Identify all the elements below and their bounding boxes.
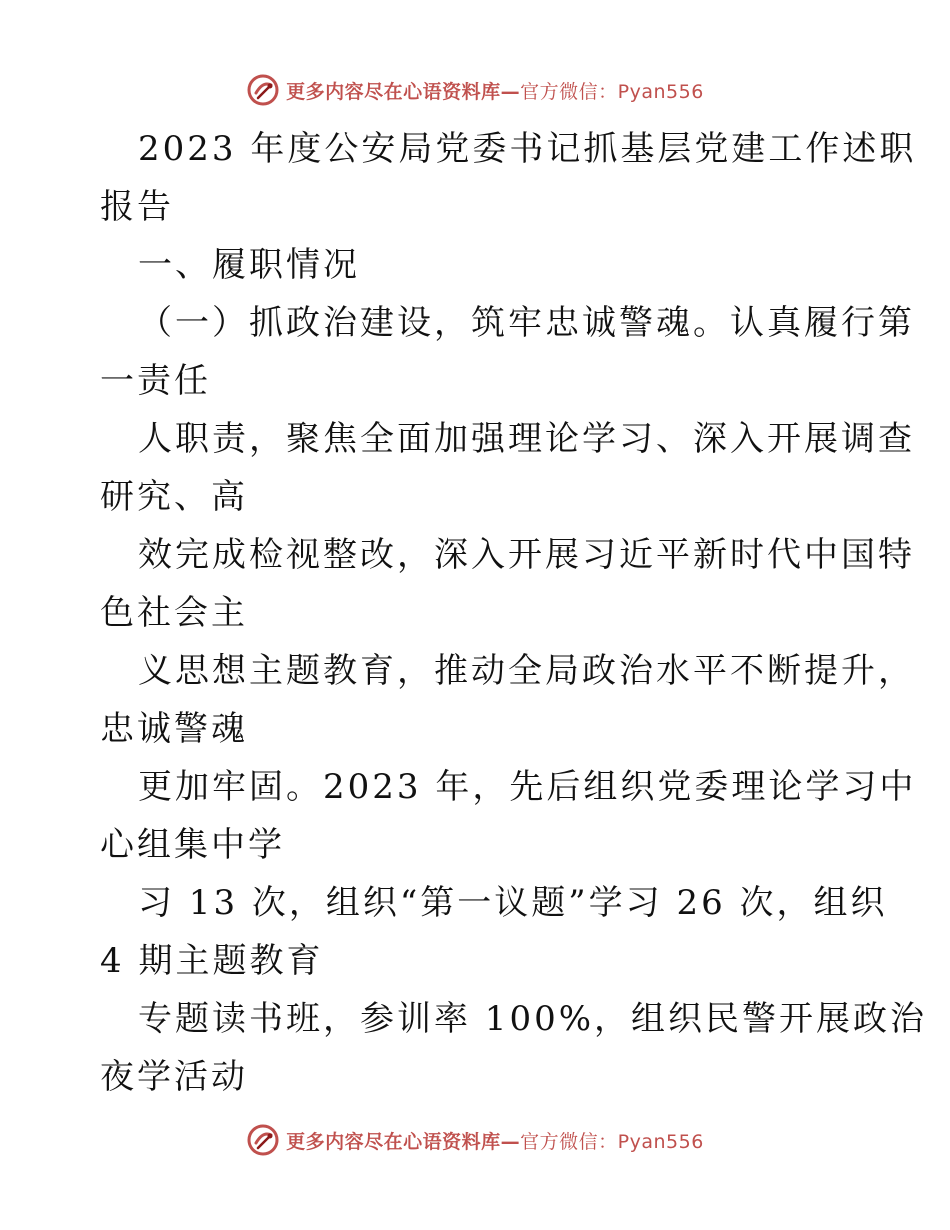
paragraph-line: 忠诚警魂 [100, 709, 248, 749]
paragraph-line: 习 13 次，组织“第一议题”学习 26 次，组织 [138, 883, 888, 923]
watermark-brand: 更多内容尽在心语资料库 [286, 80, 501, 103]
paragraph-line: 人职责，聚焦全面加强理论学习、深入开展调查 [138, 419, 915, 459]
paragraph-line: （一）抓政治建设，筑牢忠诚警魂。认真履行第 [138, 303, 915, 343]
paragraph-line: 更加牢固。2023 年，先后组织党委理论学习中 [138, 767, 917, 807]
brand-logo-icon [246, 73, 280, 107]
watermark-inner [246, 73, 704, 107]
paragraph-line: 心组集中学 [100, 825, 285, 865]
paragraph-line: 效完成检视整改，深入开展习近平新时代中国特 [138, 535, 915, 575]
paragraph-line: 研究、高 [100, 477, 248, 517]
watermark-dash: — [500, 80, 521, 103]
document-title-line-1: 2023 年度公安局党委书记抓基层党建工作述职 [138, 129, 917, 169]
paragraph-line: 色社会主 [100, 593, 248, 633]
document-body [100, 120, 928, 1106]
paragraph-line: 一责任 [100, 361, 211, 401]
watermark-contact: 官方微信：Pyan556 [520, 80, 704, 103]
paragraph-line: 4 期主题教育 [100, 941, 324, 981]
paragraph-line: 夜学活动 [100, 1057, 248, 1097]
watermark-dash: — [500, 1130, 521, 1153]
watermark-text [286, 1127, 704, 1154]
watermark-banner-bottom [0, 1120, 950, 1160]
document-title-line-2: 报告 [100, 187, 174, 227]
brand-logo-icon [246, 1123, 280, 1157]
paragraph-line: 专题读书班，参训率 100%，组织民警开展政治 [138, 999, 928, 1039]
paragraph-line: 义思想主题教育，推动全局政治水平不断提升， [138, 651, 915, 691]
section-heading: 一、履职情况 [138, 245, 360, 285]
watermark-inner [246, 1123, 704, 1157]
watermark-brand: 更多内容尽在心语资料库 [286, 1130, 501, 1153]
watermark-text [286, 77, 704, 104]
watermark-contact: 官方微信：Pyan556 [520, 1130, 704, 1153]
watermark-banner-top [0, 70, 950, 110]
